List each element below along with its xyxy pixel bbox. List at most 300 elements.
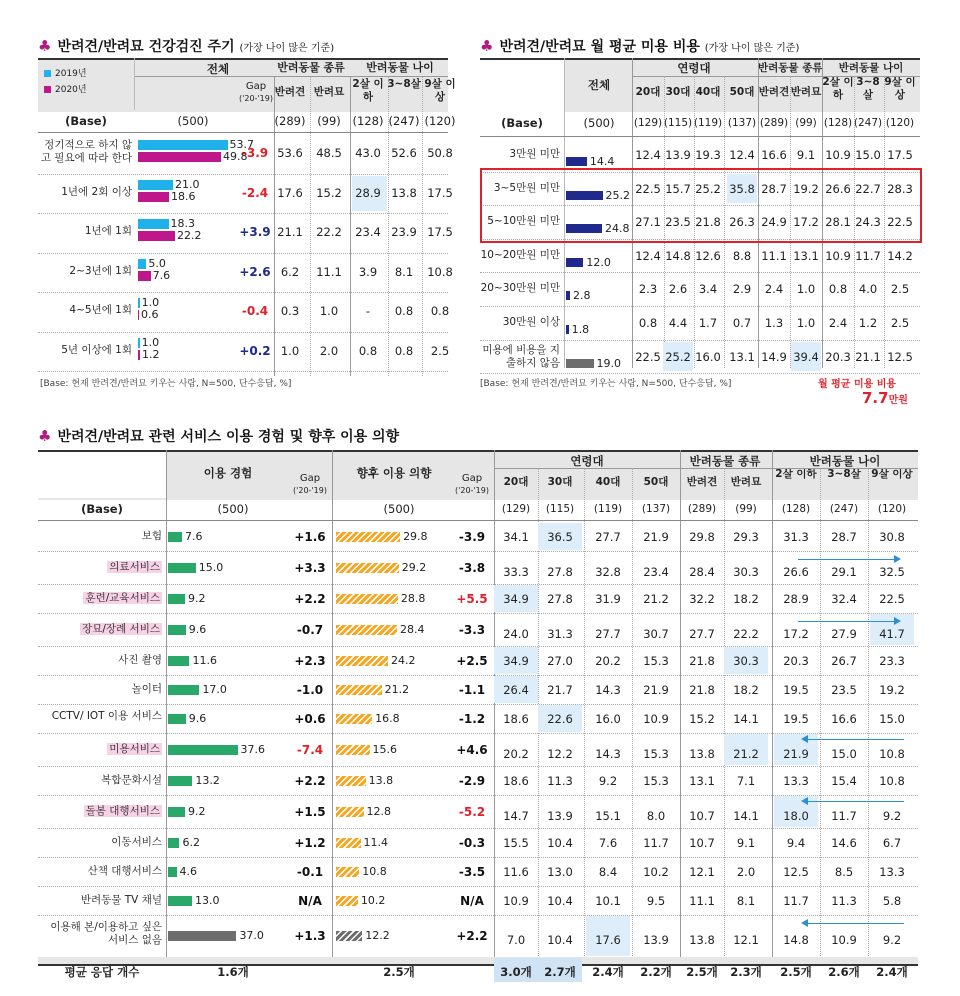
header-age: 반려동물 나이	[366, 61, 434, 74]
table-value: 26.3	[729, 215, 755, 230]
gap-intent: -3.9	[458, 529, 486, 544]
table-value: 4.0	[858, 282, 878, 297]
table-value: 28.7	[831, 529, 857, 544]
bar	[566, 325, 569, 334]
table-value: 13.1	[729, 349, 755, 364]
table-value: 52.6	[391, 146, 417, 160]
gap-value: +3.9	[239, 225, 271, 239]
table-value: 27.9	[831, 626, 857, 641]
experience-value: 37.6	[240, 742, 266, 756]
bar-intent	[336, 896, 358, 906]
category-label	[38, 894, 162, 907]
divider	[632, 468, 633, 962]
table-value: 15.0	[831, 746, 857, 761]
divider	[38, 253, 448, 254]
table-value: 19.2	[879, 682, 905, 697]
bar-intent	[336, 625, 397, 635]
divider	[38, 292, 448, 293]
table-value: 13.1	[793, 248, 819, 263]
table-value: 22.5	[887, 215, 913, 230]
table-value: 28.9	[355, 185, 381, 200]
table-value: 23.5	[665, 215, 691, 230]
header-col: 40대	[695, 86, 721, 98]
table-value: 20.2	[595, 653, 621, 668]
table-value: 32.2	[689, 591, 715, 606]
bar-experience	[168, 656, 189, 666]
category-label: 3~5만원 미만	[493, 181, 560, 194]
table-value: 26.6	[825, 181, 851, 196]
gap-experience: +1.2	[294, 835, 326, 850]
table-value: 10.9	[831, 933, 857, 947]
table-value: 19.2	[793, 181, 819, 196]
table-value: 19.5	[783, 682, 809, 697]
table-value: -	[365, 304, 371, 318]
divider	[38, 675, 918, 676]
table-value: 11.7	[643, 835, 669, 850]
table-value: 23.4	[643, 564, 669, 579]
table-value: 27.8	[547, 564, 573, 579]
bar-2019	[138, 338, 140, 348]
experience-value: 17.0	[202, 682, 227, 696]
table-value: 10.1	[595, 893, 621, 908]
header-gap-sub: ('20-'19)	[455, 486, 489, 495]
trend-arrow-right	[798, 621, 894, 622]
base-label: (Base)	[65, 114, 107, 128]
table-value: 2.5	[890, 316, 910, 330]
bar-2019	[138, 140, 228, 150]
table-value: 15.4	[831, 773, 857, 788]
table-value: 1.7	[698, 316, 718, 330]
bar-intent	[336, 867, 359, 877]
table-value: 22.6	[547, 711, 573, 726]
table-value: 0.7	[732, 316, 752, 330]
base-value: (137)	[641, 503, 671, 515]
base-value: (119)	[693, 117, 723, 129]
value-2019: 1.0	[141, 296, 160, 309]
category-label	[38, 654, 162, 667]
base-value: (120)	[885, 117, 915, 129]
table-value: 12.1	[733, 933, 759, 947]
table-value: 26.6	[783, 564, 809, 579]
legend-2019: 2019년	[55, 69, 87, 79]
table-value: 26.7	[831, 653, 857, 668]
gap-experience: -0.7	[296, 622, 324, 637]
footer-value: 2.7개	[544, 965, 576, 979]
value-2019: 21.0	[175, 177, 200, 191]
bar-intent	[336, 532, 400, 542]
header-kind: 반려동물 종류	[758, 62, 823, 74]
table-value: 21.9	[643, 529, 669, 544]
gap-experience: +1.6	[294, 529, 326, 544]
gap-experience: +2.2	[294, 773, 326, 788]
table-value: 0.8	[430, 304, 450, 318]
table-value: 21.2	[733, 746, 759, 761]
table-value: 27.7	[689, 626, 715, 641]
category-label: 미용에 비용을 지출하지 않음	[482, 343, 560, 369]
table-value: 2.5	[430, 343, 450, 358]
table-value: 9.1	[796, 148, 816, 162]
table-value: 18.0	[783, 808, 809, 823]
category-text: 이동서비스	[111, 835, 162, 848]
experience-value: 9.2	[188, 591, 206, 605]
avg-cost-label: 월 평균 미용 비용	[818, 379, 897, 390]
header-agegrp: 연령대	[570, 454, 604, 468]
base-label: (Base)	[501, 116, 543, 130]
table-value: 31.9	[595, 591, 621, 606]
experience-value: 7.6	[185, 529, 203, 543]
divider	[480, 136, 920, 137]
category-label: 3만원 미만	[509, 148, 560, 160]
table-value: 36.5	[547, 529, 573, 544]
header-col: 반려묘	[790, 86, 822, 98]
bar-2020	[138, 350, 140, 360]
intent-value: 16.8	[375, 711, 400, 725]
divider	[632, 76, 920, 77]
table-value: 14.1	[733, 808, 759, 823]
table-value: 10.4	[547, 933, 573, 947]
table-value: 32.5	[879, 564, 905, 579]
table-value: 21.7	[547, 682, 573, 697]
table-value: 17.6	[277, 185, 303, 200]
category-text: 돌봄 대행서비스	[85, 804, 160, 817]
table-value: 8.8	[732, 248, 752, 263]
table-value: 14.9	[761, 349, 787, 364]
value-2020: 7.6	[152, 268, 171, 282]
intent-value: 12.8	[366, 804, 392, 818]
base-value: (128)	[781, 503, 811, 515]
intent-value: 29.2	[401, 560, 427, 574]
experience-value: 37.0	[239, 929, 264, 942]
gap-value: -3.9	[241, 146, 269, 160]
arrow-head-right	[894, 555, 901, 563]
table-value: 10.8	[879, 773, 905, 788]
table-value: 23.9	[391, 225, 417, 239]
base-value: (289)	[274, 114, 306, 128]
table-value: 14.3	[595, 682, 621, 697]
header-col: 반려견	[686, 476, 718, 488]
panel2-note: [Base: 현재 반려견/반려묘 키우는 사람, N=500, 단수응답, %]	[480, 379, 732, 389]
category-text: 이용해 본/이용하고 싶은 서비스 없음	[50, 921, 162, 946]
header-col: 반려묘	[730, 476, 762, 488]
bar-experience	[168, 625, 186, 635]
arrow-head-left	[801, 797, 808, 805]
header-age: 반려동물 나이	[838, 62, 904, 74]
category-label	[38, 805, 162, 818]
base-value: (120)	[877, 503, 907, 515]
divider	[38, 371, 448, 372]
table-value: 15.2	[689, 711, 715, 726]
table-value: 10.8	[427, 264, 453, 279]
base-value: (247)	[829, 503, 859, 515]
table-value: 17.5	[427, 225, 453, 239]
table-value: 22.5	[635, 349, 661, 364]
header-age: 반려동물 나이	[809, 454, 881, 468]
footer-value: 2.2개	[640, 965, 672, 979]
bar-intent	[336, 594, 398, 604]
bar-value: 25.2	[605, 188, 631, 202]
bar-experience	[168, 594, 185, 604]
arrow-head-right	[894, 617, 901, 625]
table-value: 1.2	[858, 316, 878, 330]
table-value: 15.5	[503, 835, 529, 850]
category-text: CCTV/ IOT 이용 서비스	[51, 710, 162, 722]
divider	[868, 468, 869, 962]
header-gap-sub: ('20-'19)	[239, 94, 273, 103]
table-value: 24.3	[855, 215, 881, 230]
bar-experience	[168, 776, 192, 786]
legend-swatch-2020	[44, 86, 51, 93]
header-col: 3~8살	[827, 468, 861, 480]
gap-experience: +1.3	[294, 929, 326, 943]
category-text: 반려동물 TV 채널	[80, 893, 162, 906]
gap-intent: -0.3	[458, 835, 486, 850]
category-text: 훈련/교육서비스	[85, 591, 160, 604]
table-value: 10.9	[825, 248, 851, 263]
category-label	[38, 530, 162, 543]
table-value: 27.1	[635, 215, 661, 230]
bar-intent	[336, 807, 364, 817]
category-label	[38, 865, 162, 878]
base-value: (128)	[352, 114, 384, 128]
legend-swatch-2019	[44, 70, 51, 77]
base-value: (247)	[388, 114, 420, 128]
table-value: 19.5	[783, 711, 809, 726]
gap-intent: -1.1	[458, 682, 486, 697]
table-value: 1.0	[796, 282, 816, 297]
bar	[566, 291, 570, 300]
table-value: 20.3	[825, 349, 851, 364]
table-value: 3.9	[358, 264, 378, 279]
table-value: 53.6	[277, 146, 303, 160]
bar-experience	[168, 714, 186, 724]
table-value: 32.4	[831, 591, 857, 606]
table-value: 9.2	[882, 808, 902, 823]
header-col: 반려견	[758, 86, 790, 98]
bar-experience	[168, 532, 182, 542]
table-value: 13.9	[643, 933, 669, 947]
table-value: 16.0	[595, 711, 621, 726]
bar-2019	[138, 219, 169, 229]
header-col: 20대	[503, 476, 529, 488]
table-value: 7.6	[598, 835, 618, 850]
category-label	[38, 592, 162, 605]
experience-value: 9.6	[188, 622, 207, 636]
gap-experience: +2.3	[294, 653, 326, 668]
bar	[566, 359, 594, 368]
table-value: 1.0	[280, 343, 300, 358]
header-col: 9살 이상	[871, 468, 913, 480]
divider	[38, 551, 918, 552]
header-kind: 반려동물 종류	[689, 454, 761, 468]
footer-exp: 1.6개	[217, 965, 249, 979]
table-value: 10.7	[689, 808, 715, 823]
table-value: 31.3	[547, 626, 573, 641]
trend-arrow-left	[808, 801, 904, 802]
bar-value: 24.8	[604, 222, 630, 236]
trend-arrow-left	[808, 739, 904, 740]
header-col: 30대	[547, 476, 573, 488]
table-value: 6.2	[280, 264, 300, 279]
gap-intent: -3.3	[458, 622, 486, 637]
base-value: (129)	[633, 117, 663, 129]
footer-value: 2.5개	[686, 965, 718, 979]
club-icon: ♣	[38, 37, 52, 55]
table-value: 9.1	[736, 835, 756, 850]
table-value: 10.9	[503, 893, 529, 908]
table-value: 10.4	[547, 835, 573, 850]
table-value: 23.3	[879, 653, 905, 668]
experience-value: 11.6	[192, 653, 217, 667]
table-value: 29.1	[831, 564, 857, 579]
divider	[38, 520, 918, 521]
bar-intent	[336, 563, 399, 573]
bar-intent	[336, 685, 382, 695]
bar-value: 19.0	[596, 356, 622, 370]
base-label: (Base)	[81, 502, 123, 516]
category-label: 1년에 2회 이상	[61, 185, 132, 198]
table-value: 13.8	[689, 746, 715, 761]
base-total: (500)	[177, 114, 209, 128]
gap-intent: -1.2	[458, 711, 486, 726]
divider	[38, 828, 918, 829]
category-label: 5년 이상에 1회	[61, 343, 132, 356]
bar-value: 14.4	[589, 155, 615, 168]
gap-value: -2.4	[241, 185, 269, 200]
table-value: 27.8	[547, 591, 573, 606]
table-value: 2.4	[764, 282, 784, 297]
divider	[480, 340, 920, 341]
header-col: 9살 이상	[884, 76, 916, 101]
category-label	[38, 774, 162, 787]
divider	[38, 766, 918, 767]
bar-experience	[168, 685, 199, 695]
table-value: 12.2	[547, 746, 573, 761]
table-value: 24.0	[503, 626, 529, 641]
divider	[480, 306, 920, 307]
base-value: (129)	[501, 503, 531, 515]
table-value: 21.9	[783, 746, 809, 761]
footer-value: 2.5개	[780, 965, 812, 979]
value-2020: 1.2	[142, 347, 160, 361]
table-value: 17.2	[793, 215, 819, 230]
table-value: 11.1	[689, 893, 715, 908]
intent-value: 29.8	[403, 529, 428, 543]
header-gap: Gap	[461, 473, 483, 484]
divider	[134, 58, 135, 110]
table-value: 34.1	[503, 529, 529, 544]
footer-value: 3.0개	[500, 965, 532, 979]
header-exp: 이용 경험	[203, 466, 253, 480]
table-value: 14.8	[783, 933, 809, 947]
table-value: 20.3	[783, 653, 809, 668]
intent-value: 10.2	[360, 893, 386, 907]
table-value: 21.8	[689, 653, 715, 668]
gap-intent: +2.2	[456, 929, 488, 943]
panel3-title: ♣ 반려견/반려묘 관련 서비스 이용 경험 및 향후 이용 의향	[38, 427, 400, 445]
table-value: 12.4	[729, 148, 755, 162]
table-value: 1.3	[764, 316, 784, 330]
table-value: 2.9	[732, 282, 752, 297]
table-value: 33.3	[503, 564, 529, 579]
table-value: 11.3	[547, 773, 573, 788]
base-value: (99)	[735, 503, 757, 515]
gap-intent: -3.8	[458, 560, 486, 575]
base-total: (500)	[583, 116, 615, 130]
bar-experience	[168, 745, 238, 755]
header-col: 2살 이하	[775, 468, 817, 480]
divider	[38, 132, 448, 133]
table-value: 8.1	[394, 264, 414, 279]
gap-value: +0.2	[239, 343, 271, 358]
category-text: 복합문화시설	[101, 773, 162, 786]
table-value: 11.7	[855, 248, 881, 263]
panel1-note: [Base: 현재 반려견/반려묘 키우는 사람, N=500, 단수응답, %]	[40, 379, 292, 389]
table-value: 15.0	[855, 148, 881, 162]
table-value: 21.8	[695, 215, 721, 230]
table-value: 25.2	[695, 181, 721, 196]
divider	[38, 332, 448, 333]
bar-experience	[168, 838, 179, 848]
panel1-title: ♣ 반려견/반려묘 건강검진 주기 (가장 나이 많은 기준)	[38, 37, 335, 55]
divider	[38, 174, 448, 175]
table-value: 34.9	[503, 591, 529, 606]
divider	[38, 584, 918, 585]
table-value: 11.7	[783, 893, 809, 908]
table-value: 2.0	[319, 343, 339, 358]
table-value: 18.2	[733, 591, 759, 606]
table-value: 9.5	[646, 893, 666, 908]
arrow-head-left	[801, 735, 808, 743]
base-value: (128)	[823, 117, 853, 129]
gap-experience: -7.4	[296, 742, 324, 757]
category-label	[38, 623, 162, 636]
intent-value: 12.2	[365, 929, 390, 942]
table-value: 17.5	[427, 185, 453, 200]
experience-value: 4.6	[179, 864, 197, 878]
gap-intent: -3.5	[458, 864, 486, 879]
base-exp: (500)	[217, 502, 249, 516]
bar-2019	[138, 298, 140, 308]
base-intent: (500)	[383, 502, 415, 516]
table-value: 17.2	[783, 626, 809, 641]
experience-value: 13.0	[195, 893, 220, 907]
intent-value: 15.6	[372, 742, 398, 756]
header-col: 반려견	[274, 86, 306, 98]
category-text: 사진 촬영	[118, 653, 162, 666]
bar-2020	[138, 271, 151, 281]
table-value: 21.1	[855, 349, 881, 364]
base-value: (289)	[687, 503, 717, 515]
category-text: 산책 대행서비스	[87, 864, 162, 877]
table-value: 11.1	[761, 248, 787, 263]
table-value: 41.7	[879, 626, 905, 641]
gap-intent: +4.6	[456, 742, 488, 757]
value-2019: 18.3	[170, 217, 195, 230]
arrow-head-left	[801, 919, 808, 927]
category-label: 10~20만원 미만	[480, 248, 560, 261]
table-value: 11.3	[831, 893, 857, 908]
bar-intent	[336, 745, 370, 755]
table-value: 4.4	[668, 316, 688, 330]
table-value: 17.6	[595, 933, 621, 947]
header-gap: Gap	[245, 81, 267, 92]
base-value: (120)	[424, 114, 456, 128]
table-value: 28.4	[689, 564, 715, 579]
bar-intent	[336, 838, 361, 848]
footer-value: 2.6개	[828, 965, 860, 979]
table-value: 30.3	[733, 564, 759, 579]
footer-label: 평균 응답 개수	[64, 965, 140, 979]
